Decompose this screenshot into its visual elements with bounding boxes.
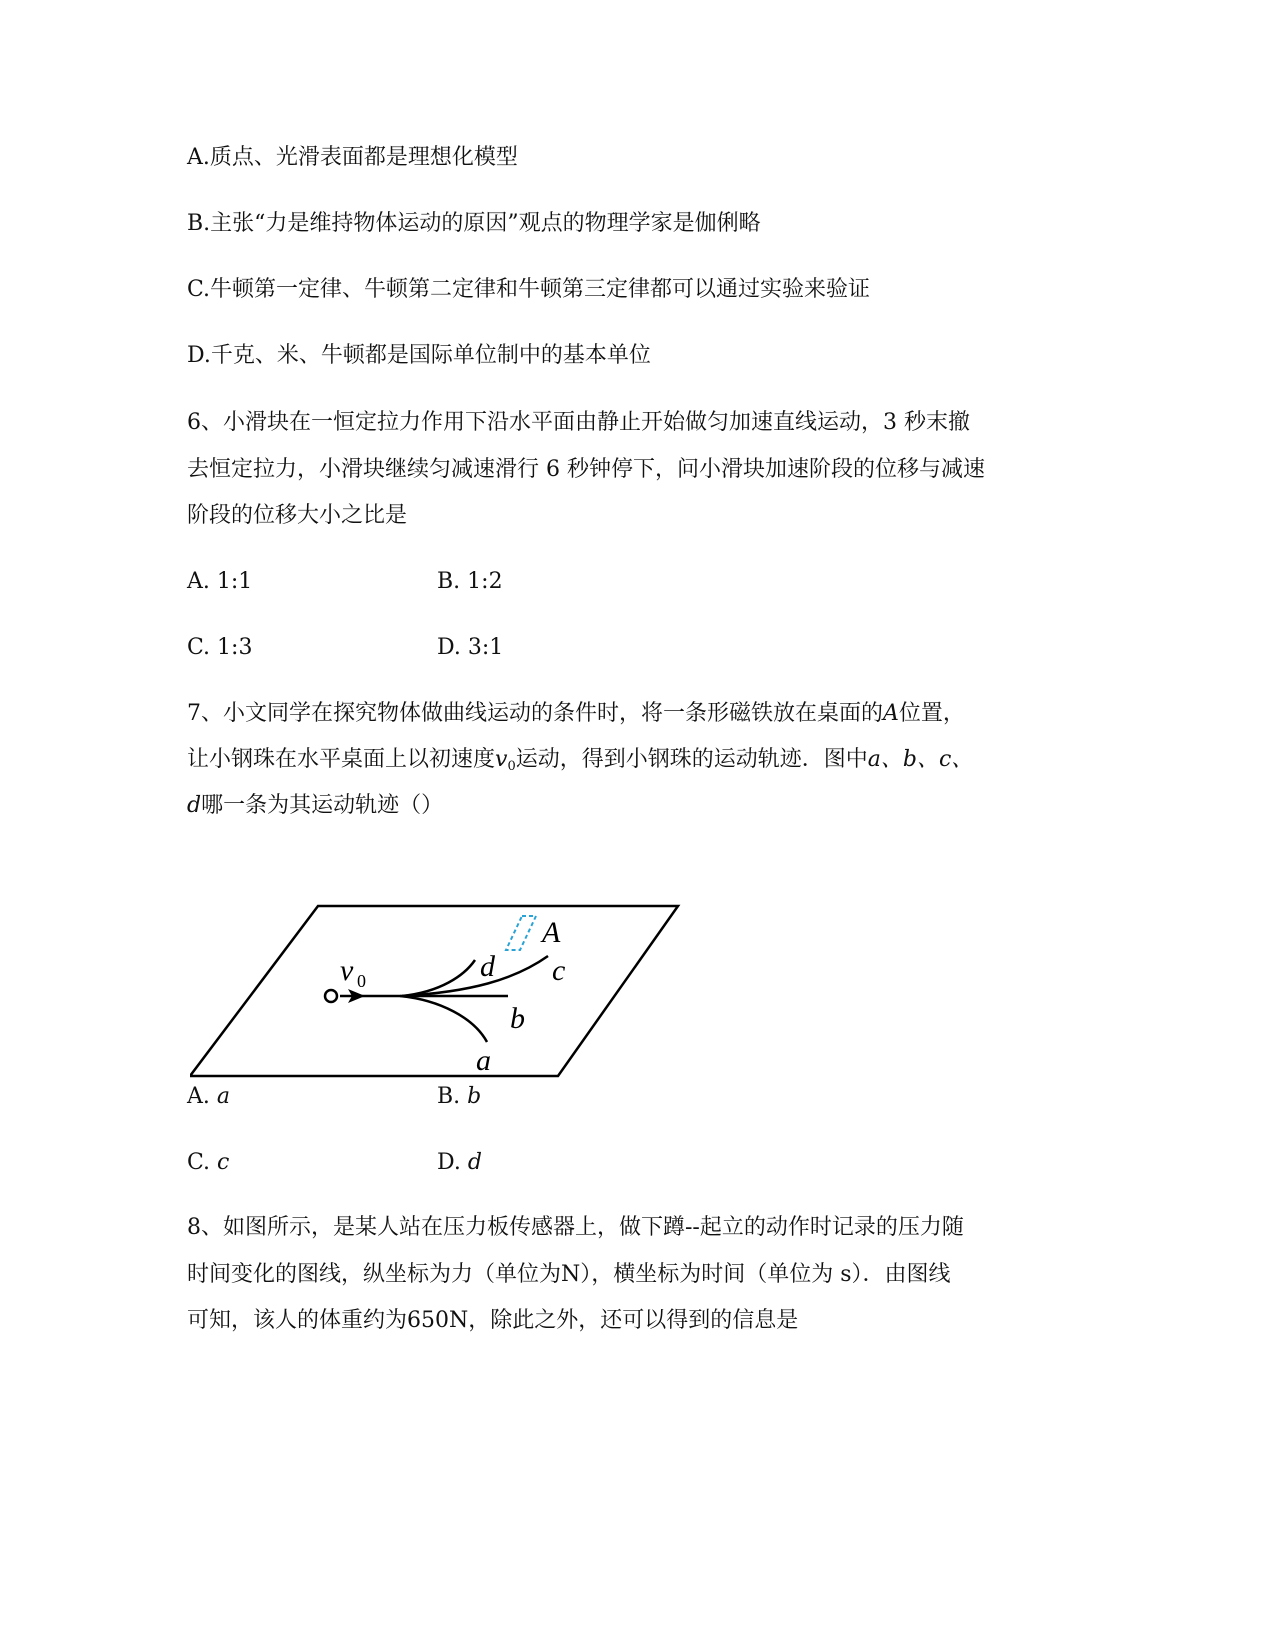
trajectory-figure [190,900,710,1090]
q7-line1-tail: 位置， [898,701,965,726]
label-c: c [552,954,566,987]
ball-start-circle [325,990,337,1002]
q7-stem-line-1 [187,699,965,729]
table-surface [190,906,678,1076]
q7-line1-text: 7、小文同学在探究物体做曲线运动的条件时，将一条形磁铁放在桌面的 [187,701,883,726]
q7-stem-line-3 [187,791,443,821]
q7-stem-line-2 [187,745,973,782]
magnet-outline [506,916,536,950]
q7-opt-d-var: d [467,1150,482,1175]
label-a: a [476,1044,491,1077]
q8-stem-line-2: 时间变化的图线，纵坐标为力（单位为N），横坐标为时间（单位为 s）．由图线 [187,1262,951,1287]
q5-option-a: A.质点、光滑表面都是理想化模型 [187,145,518,170]
q5-option-b: B.主张“力是维持物体运动的原因”观点的物理学家是伽俐略 [187,211,761,236]
q6-option-a: A. 1:1 [187,569,253,594]
q7-var-v-sub: 0 [507,759,516,774]
q7-var-v: v [495,747,508,772]
q7-opt-b-prefix: B. [437,1084,461,1109]
q7-line3-text: 哪一条为其运动轨迹（） [201,793,444,818]
q7-opt-a-prefix: A. [187,1084,210,1109]
q7-line2-text: 让小钢珠在水平桌面上以初速度 [187,747,496,772]
q7-option-c [187,1148,229,1178]
q6-option-d: D. 3:1 [437,635,504,660]
q7-option-a [187,1082,230,1112]
q5-option-d: D.千克、米、牛顿都是国际单位制中的基本单位 [187,343,651,368]
q5-option-c: C.牛顿第一定律、牛顿第二定律和牛顿第三定律都可以通过实验来验证 [187,277,871,302]
q6-stem-line-2: 去恒定拉力，小滑块继续匀减速滑行 6 秒钟停下，问小滑块加速阶段的位移与减速 [187,457,985,482]
q7-opt-a-var: a [216,1084,231,1109]
label-b: b [510,1002,525,1035]
q6-option-b: B. 1:2 [437,569,503,594]
q6-stem-line-3: 阶段的位移大小之比是 [187,503,408,528]
q7-var-d: d [187,793,202,818]
q7-line2-mid: 运动，得到小钢珠的运动轨迹．图中 [515,747,868,772]
label-v: v [340,954,354,987]
q7-opt-d-prefix: D. [437,1150,461,1175]
q8-stem-line-3: 可知，该人的体重约为650N，除此之外，还可以得到的信息是 [187,1308,799,1333]
label-A: A [542,916,561,949]
q7-opt-c-prefix: C. [187,1150,211,1175]
q6-option-c: C. 1:3 [187,635,253,660]
q7-vars-abc: a、b、c、 [867,747,974,772]
q7-opt-b-var: b [467,1084,482,1109]
q7-var-A: A [883,701,899,726]
q8-stem-line-1: 8、如图所示，是某人站在压力板传感器上，做下蹲--起立的动作时记录的压力随 [187,1215,964,1240]
label-d: d [480,950,495,983]
trajectory-a [400,996,487,1042]
trajectory-d [402,960,475,996]
label-v-sub: 0 [357,971,366,991]
q6-stem-line-1: 6、小滑块在一恒定拉力作用下沿水平面由静止开始做匀加速直线运动，3 秒末撤 [187,410,970,435]
q7-option-d [437,1148,482,1178]
q7-option-b [437,1082,481,1112]
q7-opt-c-var: c [217,1150,230,1175]
